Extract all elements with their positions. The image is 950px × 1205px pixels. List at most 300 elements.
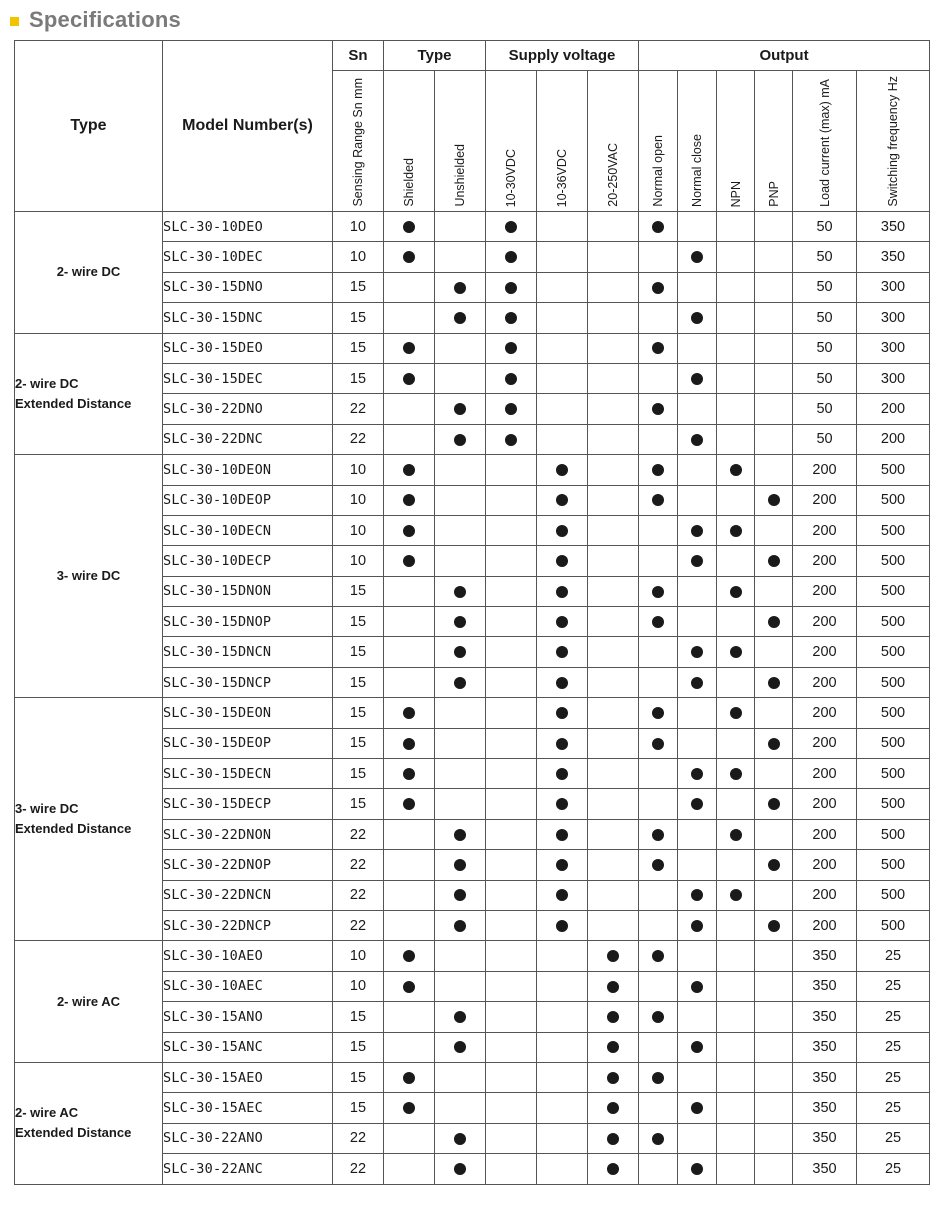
- dot-cell: [678, 424, 717, 454]
- dot-cell: [537, 667, 588, 697]
- dot-cell: [717, 759, 755, 789]
- dot-cell: [639, 424, 678, 454]
- dot-cell: [486, 667, 537, 697]
- sensing-range: 10: [333, 455, 384, 485]
- dot-cell: [717, 455, 755, 485]
- group-header-output: Output: [639, 41, 930, 71]
- dot-cell: [537, 212, 588, 242]
- dot-cell: [717, 607, 755, 637]
- dot-cell: [486, 1062, 537, 1092]
- filled-dot-icon: [556, 677, 568, 689]
- dot-cell: [678, 819, 717, 849]
- load-current: 200: [793, 607, 857, 637]
- model-number: SLC-30-15DNCP: [163, 667, 333, 697]
- dot-cell: [537, 850, 588, 880]
- dot-cell: [537, 546, 588, 576]
- dot-cell: [486, 850, 537, 880]
- dot-cell: [537, 637, 588, 667]
- load-current: 200: [793, 515, 857, 545]
- dot-cell: [588, 424, 639, 454]
- model-number: SLC-30-15DEOP: [163, 728, 333, 758]
- filled-dot-icon: [556, 798, 568, 810]
- dot-cell: [639, 850, 678, 880]
- sensing-range: 15: [333, 1093, 384, 1123]
- dot-cell: [639, 1002, 678, 1032]
- filled-dot-icon: [652, 494, 664, 506]
- col-header: Switching frequency Hz: [857, 71, 930, 212]
- dot-cell: [537, 759, 588, 789]
- dot-cell: [717, 819, 755, 849]
- dot-cell: [486, 515, 537, 545]
- dot-cell: [755, 1002, 793, 1032]
- type-label-line: 3- wire DC: [15, 801, 79, 817]
- dot-cell: [755, 1123, 793, 1153]
- dot-cell: [588, 941, 639, 971]
- dot-cell: [588, 546, 639, 576]
- dot-cell: [384, 303, 435, 333]
- load-current: 350: [793, 1123, 857, 1153]
- dot-cell: [717, 485, 755, 515]
- filled-dot-icon: [454, 859, 466, 871]
- filled-dot-icon: [691, 677, 703, 689]
- dot-cell: [639, 333, 678, 363]
- dot-cell: [678, 1032, 717, 1062]
- dot-cell: [435, 971, 486, 1001]
- dot-cell: [588, 850, 639, 880]
- dot-cell: [435, 880, 486, 910]
- dot-cell: [384, 515, 435, 545]
- dot-cell: [755, 667, 793, 697]
- dot-cell: [384, 1062, 435, 1092]
- dot-cell: [486, 485, 537, 515]
- load-current: 350: [793, 941, 857, 971]
- model-number: SLC-30-10DEOP: [163, 485, 333, 515]
- dot-cell: [717, 576, 755, 606]
- dot-cell: [678, 667, 717, 697]
- dot-cell: [384, 1002, 435, 1032]
- dot-cell: [435, 394, 486, 424]
- switching-frequency: 500: [857, 667, 930, 697]
- dot-cell: [588, 728, 639, 758]
- dot-cell: [717, 941, 755, 971]
- dot-cell: [435, 728, 486, 758]
- dot-cell: [755, 850, 793, 880]
- group-header-supply-voltage: Supply voltage: [486, 41, 639, 71]
- filled-dot-icon: [556, 586, 568, 598]
- dot-cell: [537, 1032, 588, 1062]
- load-current: 50: [793, 363, 857, 393]
- dot-cell: [588, 698, 639, 728]
- dot-cell: [435, 941, 486, 971]
- filled-dot-icon: [505, 251, 517, 263]
- switching-frequency: 300: [857, 272, 930, 302]
- filled-dot-icon: [505, 434, 517, 446]
- dot-cell: [486, 698, 537, 728]
- dot-cell: [486, 576, 537, 606]
- type-label-line: 2- wire AC: [56, 993, 121, 1009]
- filled-dot-icon: [691, 555, 703, 567]
- sensing-range: 15: [333, 576, 384, 606]
- dot-cell: [486, 728, 537, 758]
- dot-cell: [678, 455, 717, 485]
- filled-dot-icon: [403, 1102, 415, 1114]
- col-header: 10-30VDC: [486, 71, 537, 212]
- filled-dot-icon: [652, 1133, 664, 1145]
- filled-dot-icon: [652, 1011, 664, 1023]
- model-number: SLC-30-22ANO: [163, 1123, 333, 1153]
- filled-dot-icon: [652, 342, 664, 354]
- dot-cell: [755, 1154, 793, 1184]
- dot-cell: [755, 880, 793, 910]
- dot-cell: [435, 1123, 486, 1153]
- type-group-label: [15, 212, 163, 334]
- filled-dot-icon: [730, 829, 742, 841]
- dot-cell: [588, 789, 639, 819]
- load-current: 50: [793, 242, 857, 272]
- dot-cell: [384, 1154, 435, 1184]
- dot-cell: [639, 546, 678, 576]
- dot-cell: [717, 515, 755, 545]
- filled-dot-icon: [556, 738, 568, 750]
- filled-dot-icon: [691, 1041, 703, 1053]
- dot-cell: [678, 394, 717, 424]
- load-current: 200: [793, 698, 857, 728]
- filled-dot-icon: [556, 707, 568, 719]
- filled-dot-icon: [652, 738, 664, 750]
- switching-frequency: 500: [857, 515, 930, 545]
- dot-cell: [435, 212, 486, 242]
- col-header: NPN: [717, 71, 755, 212]
- type-label-line: Extended Distance: [15, 395, 132, 411]
- switching-frequency: 300: [857, 363, 930, 393]
- dot-cell: [384, 455, 435, 485]
- dot-cell: [755, 242, 793, 272]
- dot-cell: [755, 424, 793, 454]
- dot-cell: [486, 546, 537, 576]
- dot-cell: [384, 728, 435, 758]
- col-header: Unshielded: [435, 71, 486, 212]
- dot-cell: [755, 1093, 793, 1123]
- dot-cell: [639, 941, 678, 971]
- dot-cell: [639, 272, 678, 302]
- model-number: SLC-30-15DEON: [163, 698, 333, 728]
- dot-cell: [384, 212, 435, 242]
- dot-cell: [755, 698, 793, 728]
- dot-cell: [537, 1062, 588, 1092]
- dot-cell: [678, 515, 717, 545]
- table-row: [15, 698, 930, 728]
- filled-dot-icon: [403, 1072, 415, 1084]
- filled-dot-icon: [768, 798, 780, 810]
- table-row: [15, 212, 930, 242]
- dot-cell: [537, 941, 588, 971]
- dot-cell: [486, 455, 537, 485]
- filled-dot-icon: [403, 981, 415, 993]
- load-current: 200: [793, 759, 857, 789]
- dot-cell: [435, 1062, 486, 1092]
- filled-dot-icon: [403, 221, 415, 233]
- filled-dot-icon: [454, 403, 466, 415]
- switching-frequency: 500: [857, 607, 930, 637]
- load-current: 200: [793, 485, 857, 515]
- dot-cell: [435, 1002, 486, 1032]
- load-current: 200: [793, 728, 857, 758]
- switching-frequency: 500: [857, 455, 930, 485]
- model-number: SLC-30-15DNOP: [163, 607, 333, 637]
- model-number: SLC-30-22DNCP: [163, 910, 333, 940]
- dot-cell: [639, 819, 678, 849]
- dot-cell: [537, 303, 588, 333]
- dot-cell: [537, 333, 588, 363]
- dot-cell: [537, 910, 588, 940]
- dot-cell: [384, 1032, 435, 1062]
- dot-cell: [588, 394, 639, 424]
- dot-cell: [717, 242, 755, 272]
- filled-dot-icon: [454, 1133, 466, 1145]
- filled-dot-icon: [607, 981, 619, 993]
- filled-dot-icon: [652, 1072, 664, 1084]
- dot-cell: [486, 819, 537, 849]
- dot-cell: [435, 819, 486, 849]
- dot-cell: [588, 910, 639, 940]
- dot-cell: [537, 819, 588, 849]
- dot-cell: [678, 910, 717, 940]
- dot-cell: [435, 424, 486, 454]
- filled-dot-icon: [652, 950, 664, 962]
- dot-cell: [639, 303, 678, 333]
- dot-cell: [717, 1062, 755, 1092]
- col-header: PNP: [755, 71, 793, 212]
- filled-dot-icon: [691, 920, 703, 932]
- dot-cell: [639, 455, 678, 485]
- load-current: 350: [793, 1093, 857, 1123]
- sensing-range: 15: [333, 303, 384, 333]
- filled-dot-icon: [691, 373, 703, 385]
- filled-dot-icon: [556, 555, 568, 567]
- dot-cell: [755, 303, 793, 333]
- dot-cell: [755, 759, 793, 789]
- filled-dot-icon: [403, 738, 415, 750]
- sensing-range: 10: [333, 212, 384, 242]
- sensing-range: 15: [333, 759, 384, 789]
- group-header-sn: Sn: [333, 41, 384, 71]
- model-number: SLC-30-15DNO: [163, 272, 333, 302]
- dot-cell: [639, 910, 678, 940]
- filled-dot-icon: [403, 707, 415, 719]
- sensing-range: 15: [333, 333, 384, 363]
- specifications-table: [14, 40, 930, 1185]
- sensing-range: 10: [333, 515, 384, 545]
- dot-cell: [384, 759, 435, 789]
- dot-cell: [486, 424, 537, 454]
- dot-cell: [678, 485, 717, 515]
- dot-cell: [639, 637, 678, 667]
- dot-cell: [435, 789, 486, 819]
- switching-frequency: 500: [857, 910, 930, 940]
- col-header: Normal close: [678, 71, 717, 212]
- filled-dot-icon: [454, 1041, 466, 1053]
- dot-cell: [537, 1093, 588, 1123]
- dot-cell: [755, 607, 793, 637]
- sensing-range: 15: [333, 698, 384, 728]
- filled-dot-icon: [652, 859, 664, 871]
- dot-cell: [755, 819, 793, 849]
- dot-cell: [717, 850, 755, 880]
- filled-dot-icon: [768, 677, 780, 689]
- type-header: Type: [15, 41, 163, 212]
- dot-cell: [486, 242, 537, 272]
- model-number: SLC-30-10DEON: [163, 455, 333, 485]
- dot-cell: [755, 333, 793, 363]
- dot-cell: [384, 667, 435, 697]
- switching-frequency: 200: [857, 424, 930, 454]
- filled-dot-icon: [403, 464, 415, 476]
- sensing-range: 15: [333, 607, 384, 637]
- load-current: 50: [793, 424, 857, 454]
- dot-cell: [717, 728, 755, 758]
- yellow-square-icon: [10, 17, 19, 26]
- filled-dot-icon: [730, 586, 742, 598]
- dot-cell: [678, 576, 717, 606]
- filled-dot-icon: [556, 494, 568, 506]
- switching-frequency: 500: [857, 576, 930, 606]
- switching-frequency: 500: [857, 789, 930, 819]
- dot-cell: [384, 242, 435, 272]
- dot-cell: [639, 394, 678, 424]
- dot-cell: [678, 850, 717, 880]
- dot-cell: [384, 1123, 435, 1153]
- filled-dot-icon: [607, 1133, 619, 1145]
- filled-dot-icon: [454, 1163, 466, 1175]
- section-title: Specifications: [29, 7, 181, 32]
- filled-dot-icon: [652, 616, 664, 628]
- dot-cell: [486, 880, 537, 910]
- dot-cell: [717, 394, 755, 424]
- dot-cell: [537, 698, 588, 728]
- dot-cell: [537, 880, 588, 910]
- switching-frequency: 25: [857, 971, 930, 1001]
- filled-dot-icon: [730, 464, 742, 476]
- dot-cell: [588, 1062, 639, 1092]
- switching-frequency: 500: [857, 728, 930, 758]
- dot-cell: [717, 1093, 755, 1123]
- dot-cell: [678, 971, 717, 1001]
- dot-cell: [537, 789, 588, 819]
- dot-cell: [678, 607, 717, 637]
- dot-cell: [486, 1154, 537, 1184]
- filled-dot-icon: [691, 525, 703, 537]
- dot-cell: [755, 212, 793, 242]
- dot-cell: [384, 272, 435, 302]
- load-current: 350: [793, 1154, 857, 1184]
- filled-dot-icon: [652, 221, 664, 233]
- filled-dot-icon: [652, 707, 664, 719]
- dot-cell: [384, 637, 435, 667]
- dot-cell: [435, 698, 486, 728]
- model-number: SLC-30-15DNON: [163, 576, 333, 606]
- filled-dot-icon: [730, 525, 742, 537]
- dot-cell: [717, 333, 755, 363]
- dot-cell: [678, 272, 717, 302]
- dot-cell: [435, 607, 486, 637]
- filled-dot-icon: [607, 1041, 619, 1053]
- filled-dot-icon: [403, 555, 415, 567]
- dot-cell: [717, 910, 755, 940]
- filled-dot-icon: [691, 646, 703, 658]
- table-row: [15, 941, 930, 971]
- dot-cell: [588, 363, 639, 393]
- type-group-label: [15, 455, 163, 698]
- dot-cell: [717, 212, 755, 242]
- dot-cell: [588, 607, 639, 637]
- model-number: SLC-30-15DEO: [163, 333, 333, 363]
- dot-cell: [435, 1154, 486, 1184]
- dot-cell: [537, 394, 588, 424]
- dot-cell: [588, 637, 639, 667]
- dot-cell: [639, 242, 678, 272]
- dot-cell: [384, 485, 435, 515]
- dot-cell: [678, 880, 717, 910]
- dot-cell: [486, 333, 537, 363]
- dot-cell: [537, 242, 588, 272]
- dot-cell: [435, 667, 486, 697]
- dot-cell: [717, 971, 755, 1001]
- dot-cell: [755, 394, 793, 424]
- dot-cell: [639, 880, 678, 910]
- dot-cell: [486, 971, 537, 1001]
- dot-cell: [537, 971, 588, 1001]
- filled-dot-icon: [403, 251, 415, 263]
- dot-cell: [678, 698, 717, 728]
- dot-cell: [678, 1002, 717, 1032]
- dot-cell: [755, 971, 793, 1001]
- dot-cell: [678, 1123, 717, 1153]
- filled-dot-icon: [556, 768, 568, 780]
- dot-cell: [678, 637, 717, 667]
- filled-dot-icon: [454, 434, 466, 446]
- dot-cell: [717, 546, 755, 576]
- dot-cell: [639, 667, 678, 697]
- load-current: 200: [793, 576, 857, 606]
- filled-dot-icon: [652, 403, 664, 415]
- load-current: 350: [793, 1062, 857, 1092]
- dot-cell: [639, 789, 678, 819]
- filled-dot-icon: [768, 738, 780, 750]
- switching-frequency: 25: [857, 941, 930, 971]
- table-body: [15, 212, 930, 1185]
- dot-cell: [537, 515, 588, 545]
- model-number: SLC-30-15ANC: [163, 1032, 333, 1062]
- sensing-range: 22: [333, 910, 384, 940]
- model-number: SLC-30-10DECN: [163, 515, 333, 545]
- dot-cell: [678, 759, 717, 789]
- dot-cell: [384, 941, 435, 971]
- dot-cell: [588, 485, 639, 515]
- dot-cell: [588, 576, 639, 606]
- filled-dot-icon: [505, 342, 517, 354]
- dot-cell: [537, 1154, 588, 1184]
- sensing-range: 22: [333, 424, 384, 454]
- switching-frequency: 500: [857, 819, 930, 849]
- filled-dot-icon: [607, 1163, 619, 1175]
- dot-cell: [537, 272, 588, 302]
- dot-cell: [435, 303, 486, 333]
- model-number: SLC-30-10AEO: [163, 941, 333, 971]
- model-number: SLC-30-10DEC: [163, 242, 333, 272]
- dot-cell: [588, 1123, 639, 1153]
- filled-dot-icon: [505, 221, 517, 233]
- sensing-range: 15: [333, 1002, 384, 1032]
